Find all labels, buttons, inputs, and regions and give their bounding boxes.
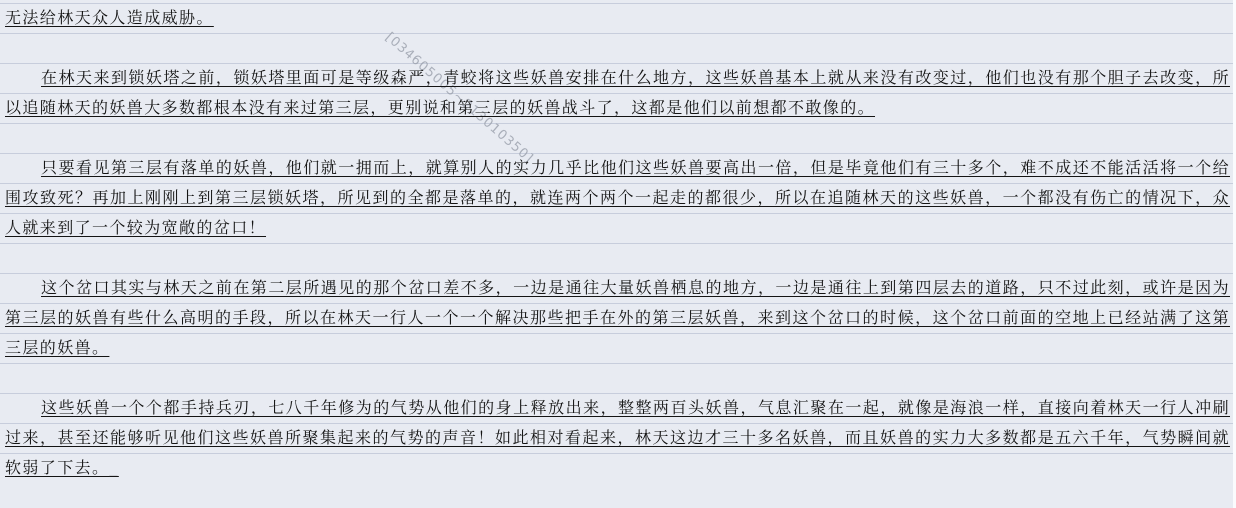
anti-piracy-watermark: [034605005~213010350]	[382, 30, 537, 167]
paragraph: 在林天来到锁妖塔之前，锁妖塔里面可是等级森严，青蛟将这些妖兽安排在什么地方，这些妖兽基本上就从来没有改变过，他们也没有那个胆子去改变，所以追随林天的妖兽大多数都根本没有来过第三层，更别说和第三层的妖兽战斗了，这都是他们以前想都不敢像的。	[5, 68, 1230, 117]
paragraph	[5, 393, 1230, 483]
paragraph: 只要看见第三层有落单的妖兽，他们就一拥而上，就算别人的实力几乎比他们这些妖兽要高出一倍，但是毕竟他们有三十多个，难不成还不能活活将一个给围攻致死？再加上刚刚上到第三层锁妖塔，所见到的全都是落单的，就连两个两个一起走的都很少，所以在追随林天的这些妖兽，一个都没有伤亡的情况下，众人就来到了一个较为宽敞的岔口！	[5, 158, 1230, 237]
text-cursor: _	[109, 458, 119, 477]
paragraph: 这个岔口其实与林天之前在第二层所遇见的那个岔口差不多，一边是通往大量妖兽栖息的地方，一边是通往上到第四层去的道路，只不过此刻，或许是因为第三层的妖兽有些什么高明的手段，所以在林天一行人一个一个解决那些把手在外的第三层妖兽，来到这个岔口的时候，这个岔口前面的空地上已经站满了这第三层的妖兽。	[5, 278, 1230, 357]
paragraph-text: 这些妖兽一个个都手持兵刃，七八千年修为的气势从他们的身上释放出来，整整两百头妖兽，气息汇聚在一起，就像是海浪一样，直接向着林天一行人冲刷过来，甚至还能够听见他们这些妖兽所聚集起来的气势的声音！如此相对看起来，林天这边才三十多名妖兽，而且妖兽的实力大多数都是五六千年，气势瞬间就软弱了下去。	[5, 398, 1230, 477]
paragraph: 无法给林天众人造成威胁。	[5, 8, 214, 27]
